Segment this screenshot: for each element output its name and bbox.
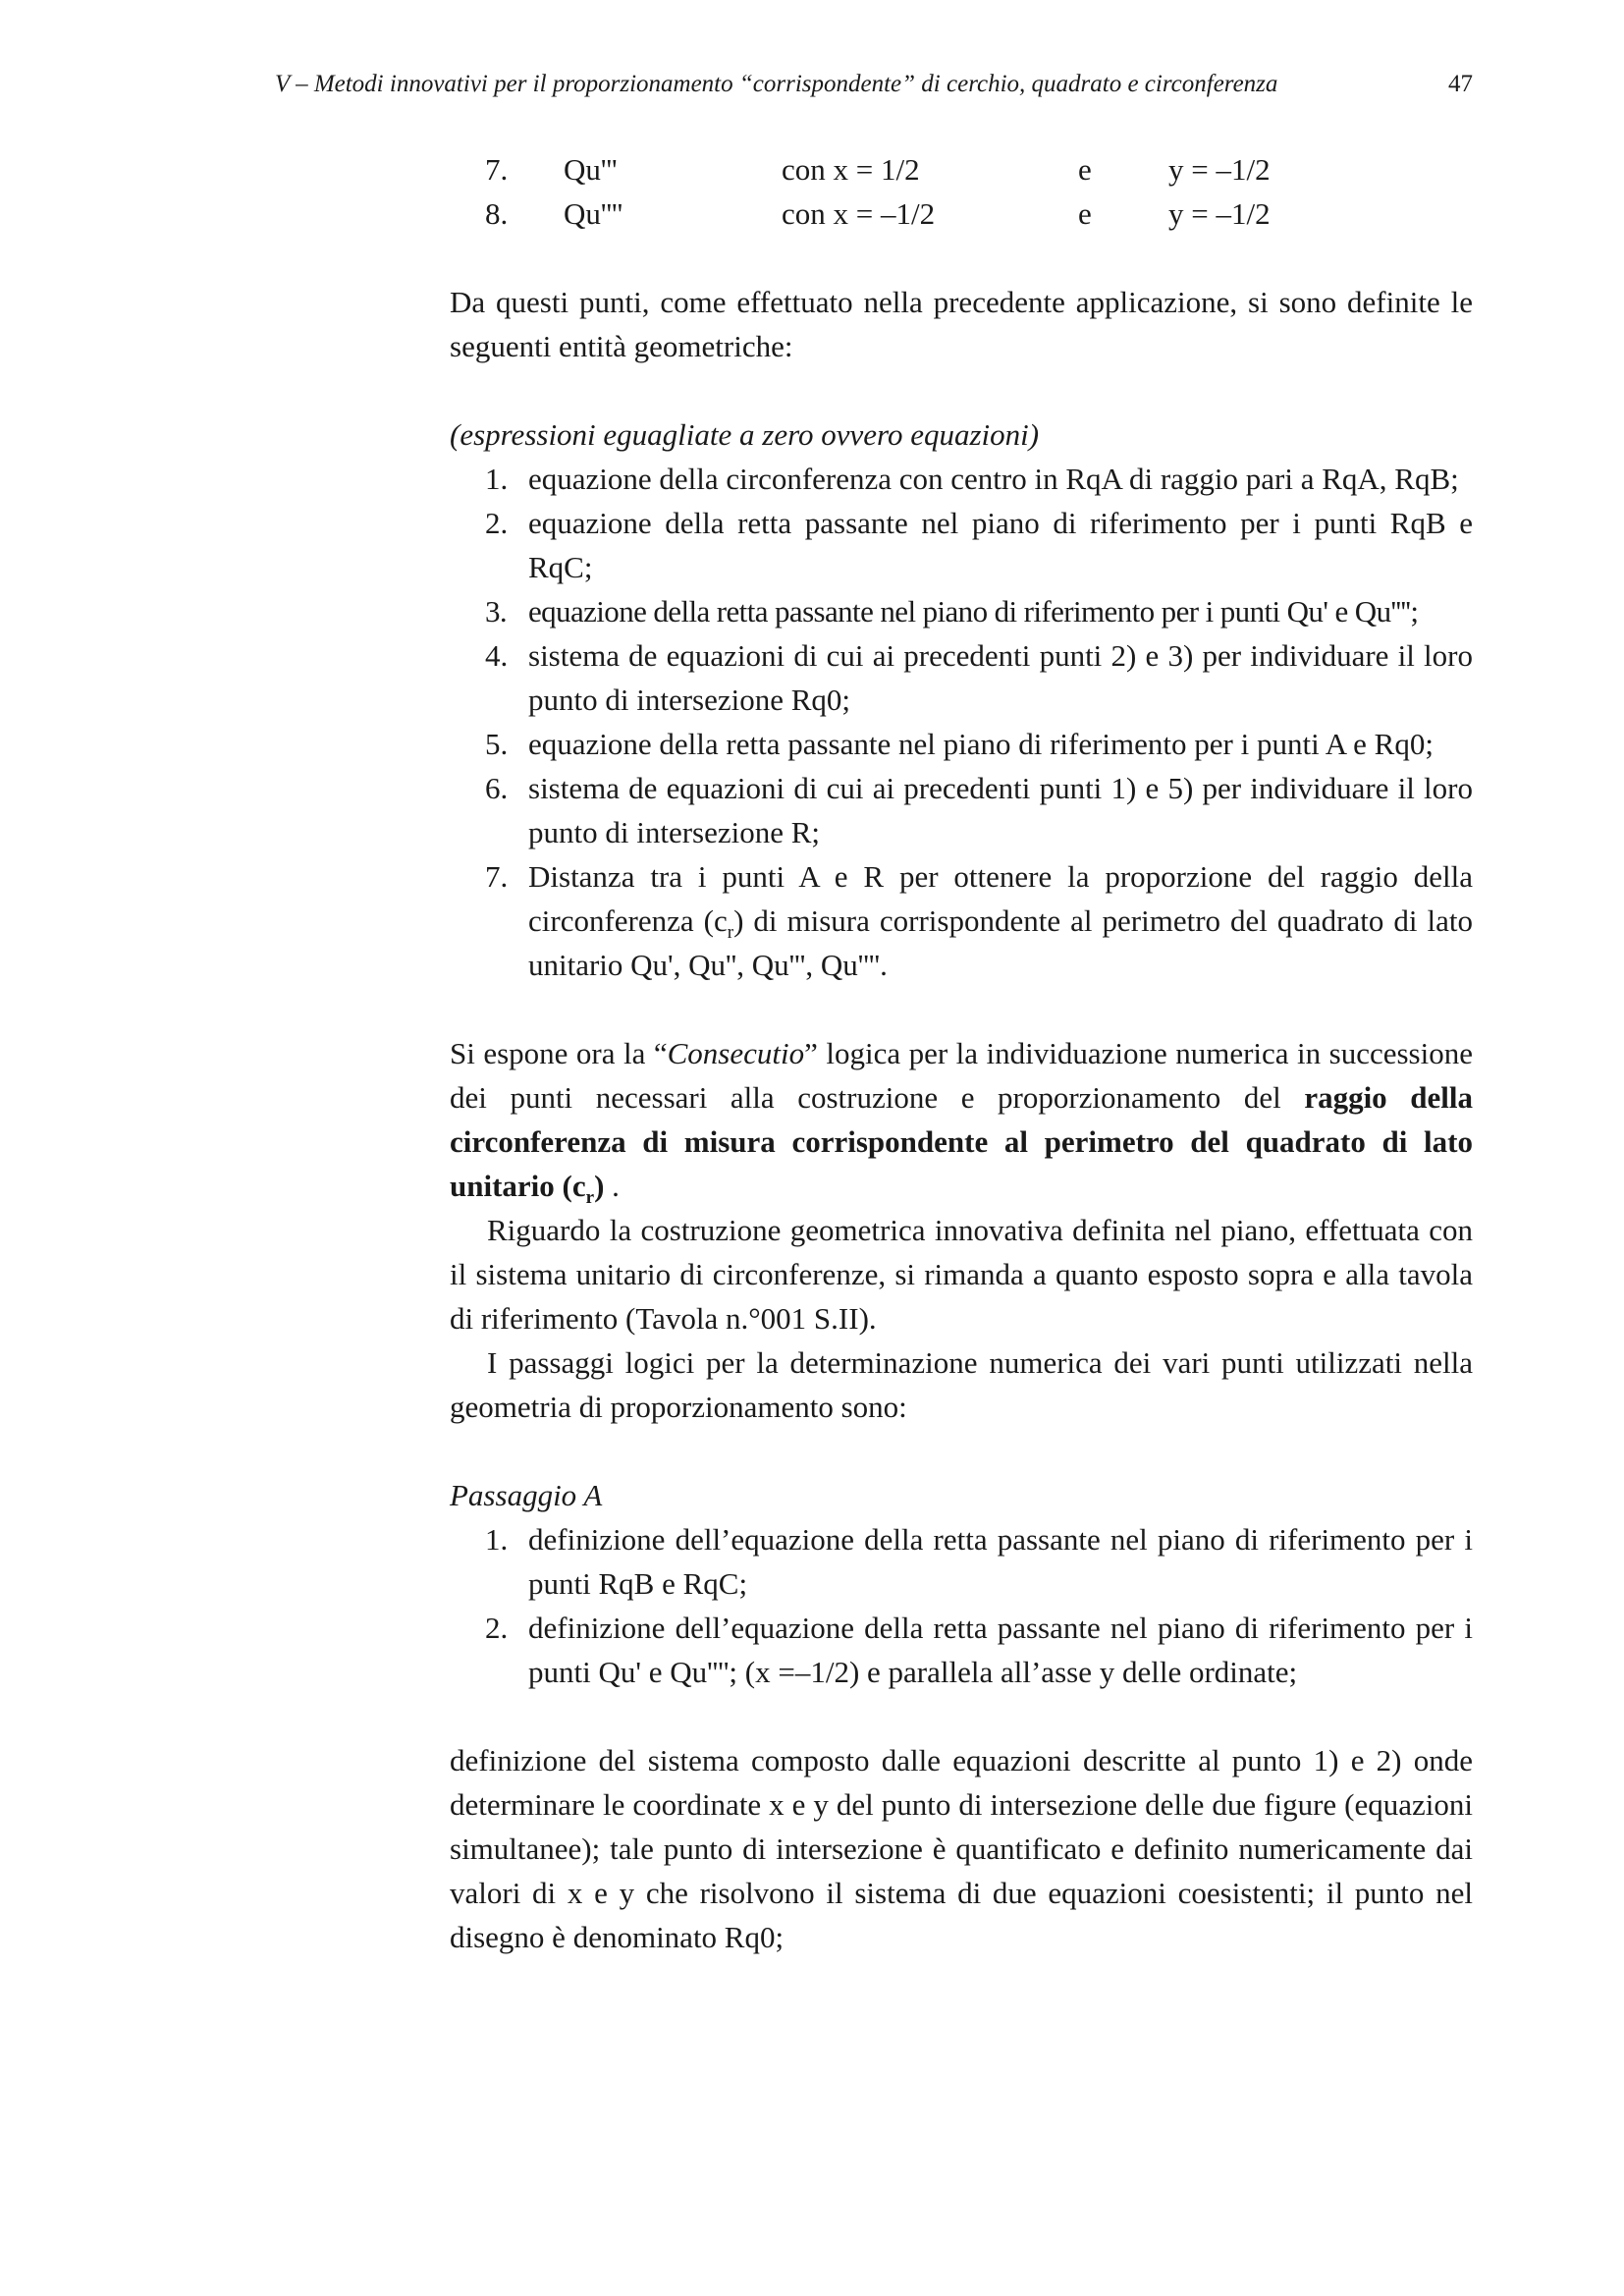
list-item: 3. equazione della retta passante nel piano di riferimento per i punti Qu' e Qu''''; — [485, 594, 1419, 629]
construction-paragraph: Riguardo la costruzione geometrica innovativa definita nel piano, effettuata con il sistema unitario di circonferenze, si rimanda a quanto esposto sopra e alla tavola di riferimento (Tavola n.°001 S.II). — [450, 1213, 1473, 1336]
steps-paragraph: I passaggi logici per la determinazione numerica dei vari punti utilizzati nella geometria di proporzionamento sono: — [450, 1345, 1473, 1424]
point-number: 8. — [485, 196, 509, 231]
intro-paragraph: Da questi punti, come effettuato nella precedente applicazione, si sono definite le seguenti entità geometriche: — [450, 285, 1473, 363]
page-number: 47 — [1448, 71, 1473, 97]
list-item: 6. sistema de equazioni di cui ai precedenti punti 1) e 5) per individuare il loro punto di intersezione R; — [485, 771, 1473, 849]
point-name: Qu''' — [564, 152, 618, 187]
point-conj: e — [1078, 152, 1092, 187]
list-item: 1. definizione dell’equazione della retta passante nel piano di riferimento per i punti RqB e RqC; — [485, 1522, 1473, 1601]
list-item: 4. sistema de equazioni di cui ai precedenti punti 2) e 3) per individuare il loro punto di intersezione Rq0; — [485, 638, 1473, 717]
entities-list — [450, 457, 1473, 987]
entities-label: (espressioni eguagliate a zero ovvero equazioni) — [450, 417, 1040, 452]
point-y: y = –1/2 — [1168, 196, 1271, 231]
running-title: V – Metodi innovativi per il proporzionamento “corrispondente” di cerchio, quadrato e circonferenza — [275, 71, 1278, 97]
point-x: con x = 1/2 — [782, 152, 920, 187]
point-name: Qu'''' — [564, 196, 623, 231]
point-number: 7. — [485, 152, 509, 187]
list-item: 2. definizione dell’equazione della retta passante nel piano di riferimento per i punti Qu' e Qu''''; (x =–1/2) e parallela all’asse y delle ordinate; — [485, 1611, 1473, 1689]
passaggio-label: Passaggio A — [450, 1478, 603, 1512]
list-item: 2. equazione della retta passante nel piano di riferimento per i punti RqB e RqC; — [485, 506, 1473, 584]
passaggio-list — [450, 1517, 1473, 1694]
page-body — [450, 147, 1473, 1959]
point-conj: e — [1078, 196, 1092, 231]
running-header — [275, 71, 1473, 98]
table-row — [450, 147, 1473, 191]
table-row — [450, 191, 1473, 236]
list-item: 7. Distanza tra i punti A e R per ottenere la proporzione del raggio della circonferenza $(c_r)$ di misura corrispondente al perimetro del quadrato di lato unitario Qu', Qu'', Qu''', Qu''''. — [485, 859, 1473, 982]
points-table — [450, 147, 1473, 236]
list-item: 1. equazione della circonferenza con centro in RqA di raggio pari a RqA, RqB; — [485, 462, 1459, 496]
point-y: y = –1/2 — [1168, 152, 1271, 187]
conclusion-paragraph: definizione del sistema composto dalle equazioni descritte al punto 1) e 2) onde determinare le coordinate x e y del punto di intersezione delle due figure (equazioni simultanee); tale punto di intersezione è quantificato e definito numericamente dai valori di x e y che risolvono il sistema di due equazioni coesistenti; il punto nel disegno è denominato Rq0; — [450, 1743, 1473, 1954]
list-item: 5. equazione della retta passante nel piano di riferimento per i punti A e Rq0; — [485, 727, 1434, 761]
point-x: con x = –1/2 — [782, 196, 936, 231]
consecutio-paragraph: Si espone ora la “Consecutio” logica per la individuazione numerica in successione dei punti necessari alla costruzione e proporzionamento del raggio della circonferenza di misura corrispondente al perimetro del quadrato di lato unitario $(c_r)$ . — [450, 1036, 1473, 1208]
